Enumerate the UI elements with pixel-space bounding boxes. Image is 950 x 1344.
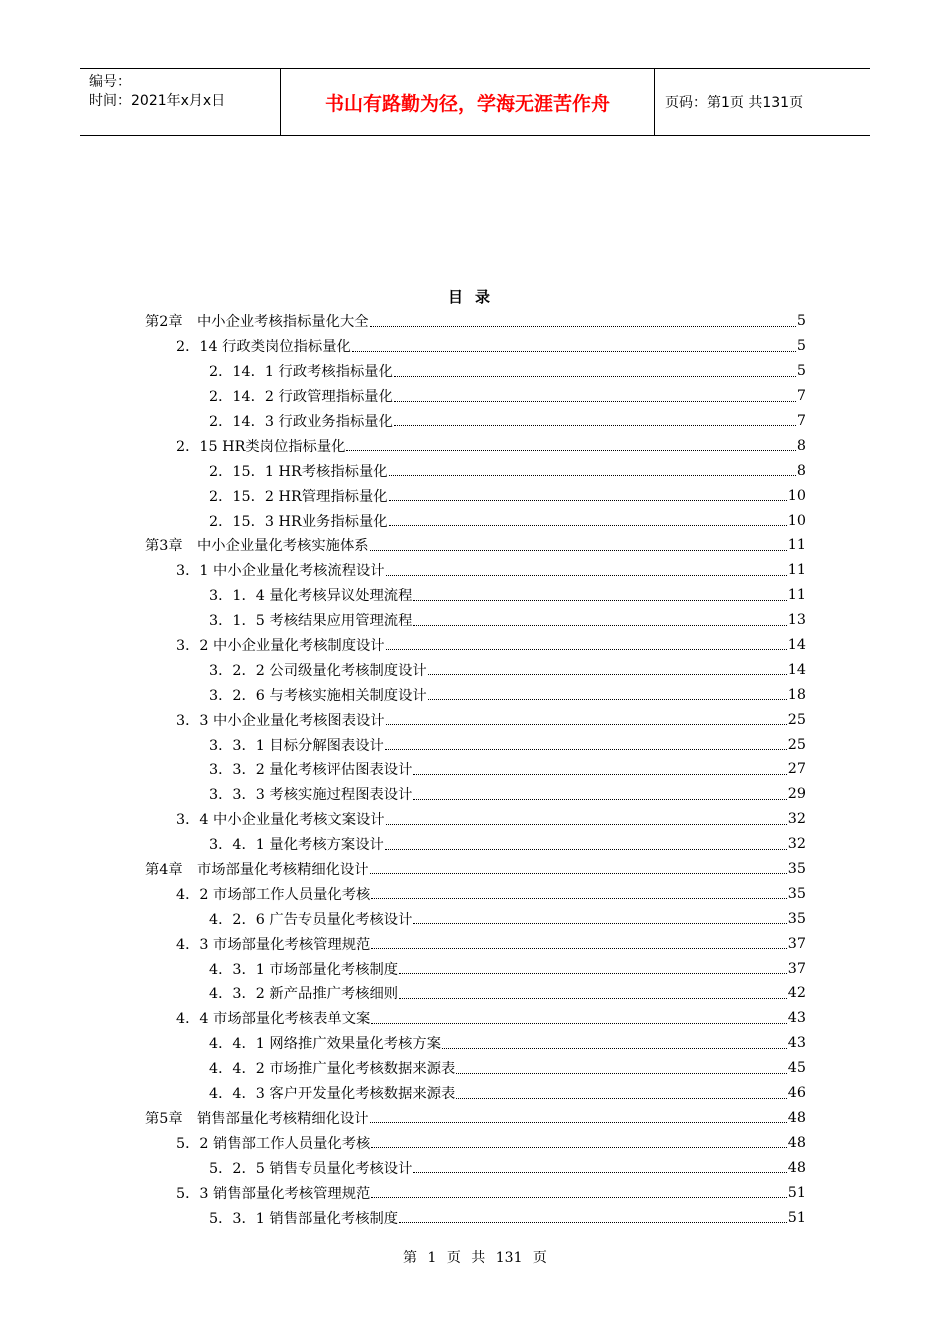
toc-dot-leader xyxy=(352,351,796,352)
toc-entry[interactable] xyxy=(0,1130,950,1155)
toc-entry-title: 2．15．1 HR考核指标量化 xyxy=(209,463,388,480)
toc-dot-leader xyxy=(456,1098,787,1099)
toc-dot-leader xyxy=(413,774,786,775)
toc-entry-title: 第3章 中小企业量化考核实施体系 xyxy=(145,538,369,555)
toc-entry[interactable] xyxy=(0,483,950,508)
header-motto: 书山有路勤为径，学海无涯苦作舟 xyxy=(281,69,655,135)
toc-dot-leader xyxy=(386,575,787,576)
toc-entry-page-number: 13 xyxy=(787,612,806,629)
toc-entry-page-number: 7 xyxy=(796,388,806,405)
toc-entry-page-number: 48 xyxy=(787,1134,806,1151)
toc-entry-title: 5．3 销售部量化考核管理规范 xyxy=(176,1185,371,1202)
toc-entry-page-number: 27 xyxy=(787,761,806,778)
toc-dot-leader xyxy=(428,699,787,700)
toc-dot-leader xyxy=(385,749,787,750)
toc-entry-title: 5．2．5 销售专员量化考核设计 xyxy=(209,1160,413,1177)
toc-dot-leader xyxy=(399,973,787,974)
toc-entry-page-number: 37 xyxy=(787,960,806,977)
toc-dot-leader xyxy=(389,500,787,501)
page-header xyxy=(80,68,870,136)
document-number-label: 编号： xyxy=(89,74,131,90)
toc-entry-page-number: 43 xyxy=(787,1010,806,1027)
toc-dot-leader xyxy=(370,326,796,327)
toc-entry-page-number: 32 xyxy=(787,836,806,853)
toc-entry[interactable] xyxy=(0,1031,950,1056)
toc-entry-title: 4．3．1 市场部量化考核制度 xyxy=(209,961,399,978)
toc-entry-page-number: 8 xyxy=(796,462,806,479)
toc-entry-title: 3．3．3 考核实施过程图表设计 xyxy=(209,787,413,804)
toc-entry[interactable] xyxy=(0,359,950,384)
toc-entry[interactable] xyxy=(0,1056,950,1081)
toc-dot-leader xyxy=(413,600,786,601)
toc-dot-leader xyxy=(386,724,787,725)
toc-dot-leader xyxy=(394,376,796,377)
toc-entry[interactable] xyxy=(0,583,950,608)
toc-entry[interactable] xyxy=(0,309,950,334)
toc-entry-title: 4．4 市场部量化考核表单文案 xyxy=(176,1011,371,1028)
toc-dot-leader xyxy=(399,1222,787,1223)
toc-entry[interactable] xyxy=(0,757,950,782)
toc-dot-leader xyxy=(371,1197,786,1198)
toc-entry-page-number: 42 xyxy=(787,985,806,1002)
toc-dot-leader xyxy=(413,799,786,800)
toc-dot-leader xyxy=(442,1048,787,1049)
toc-entry-title: 4．2 市场部工作人员量化考核 xyxy=(176,886,371,903)
toc-entry[interactable] xyxy=(0,981,950,1006)
toc-entry-title: 2．14 行政类岗位指标量化 xyxy=(176,339,351,356)
toc-entry-title: 第4章 市场部量化考核精细化设计 xyxy=(145,862,369,879)
toc-entry[interactable] xyxy=(0,682,950,707)
toc-entry-page-number: 48 xyxy=(787,1109,806,1126)
toc-entry-page-number: 35 xyxy=(787,885,806,902)
toc-entry[interactable] xyxy=(0,633,950,658)
toc-dot-leader xyxy=(346,450,795,451)
toc-entry[interactable] xyxy=(0,1205,950,1230)
toc-entry[interactable] xyxy=(0,1006,950,1031)
toc-dot-leader xyxy=(370,873,787,874)
toc-entry-title: 3．3 中小企业量化考核图表设计 xyxy=(176,712,385,729)
toc-entry-title: 4．3．2 新产品推广考核细则 xyxy=(209,986,399,1003)
toc-entry-title: 3．4．1 量化考核方案设计 xyxy=(209,837,384,854)
toc-entry-page-number: 46 xyxy=(787,1085,806,1102)
toc-entry[interactable] xyxy=(0,558,950,583)
toc-entry-title: 5．2 销售部工作人员量化考核 xyxy=(176,1135,371,1152)
toc-entry[interactable] xyxy=(0,931,950,956)
toc-entry-page-number: 29 xyxy=(787,786,806,803)
toc-entry-title: 3．1．5 考核结果应用管理流程 xyxy=(209,613,413,630)
toc-dot-leader xyxy=(370,1122,787,1123)
toc-entry-page-number: 48 xyxy=(787,1159,806,1176)
toc-entry[interactable] xyxy=(0,657,950,682)
toc-entry-title: 2．15．3 HR业务指标量化 xyxy=(209,513,388,530)
toc-entry[interactable] xyxy=(0,1106,950,1131)
toc-dot-leader xyxy=(413,625,786,626)
toc-entry-page-number: 10 xyxy=(787,512,806,529)
toc-entry-page-number: 11 xyxy=(787,562,806,579)
toc-entry-page-number: 5 xyxy=(796,313,806,330)
toc-dot-leader xyxy=(371,1023,786,1024)
toc-entry[interactable] xyxy=(0,881,950,906)
toc-entry-title: 3．2 中小企业量化考核制度设计 xyxy=(176,638,385,655)
toc-dot-leader xyxy=(371,1147,786,1148)
toc-entry[interactable] xyxy=(0,1180,950,1205)
toc-entry-page-number: 43 xyxy=(787,1035,806,1052)
toc-entry[interactable] xyxy=(0,832,950,857)
toc-entry[interactable] xyxy=(0,732,950,757)
toc-entry[interactable] xyxy=(0,1081,950,1106)
toc-dot-leader xyxy=(386,649,787,650)
toc-entry-page-number: 25 xyxy=(787,736,806,753)
toc-entry[interactable] xyxy=(0,608,950,633)
toc-entry-title: 2．15．2 HR管理指标量化 xyxy=(209,488,388,505)
toc-entry-page-number: 25 xyxy=(787,711,806,728)
toc-dot-leader xyxy=(413,1172,786,1173)
toc-entry[interactable] xyxy=(0,857,950,882)
toc-dot-leader xyxy=(394,425,796,426)
toc-entry[interactable] xyxy=(0,1155,950,1180)
toc-entry[interactable] xyxy=(0,458,950,483)
toc-entry-page-number: 11 xyxy=(787,537,806,554)
header-meta xyxy=(80,69,281,135)
toc-entry-title: 4．4．1 网络推广效果量化考核方案 xyxy=(209,1036,441,1053)
toc-entry-page-number: 51 xyxy=(787,1184,806,1201)
toc-title: 目录 xyxy=(447,288,502,306)
toc-dot-leader xyxy=(456,1073,787,1074)
toc-dot-leader xyxy=(371,898,786,899)
toc-entry-title: 4．4．3 客户开发量化考核数据来源表 xyxy=(209,1086,456,1103)
toc-entry-page-number: 18 xyxy=(787,686,806,703)
toc-entry-title: 第5章 销售部量化考核精细化设计 xyxy=(145,1110,369,1127)
toc-dot-leader xyxy=(389,525,787,526)
toc-entry[interactable] xyxy=(0,707,950,732)
toc-entry-title: 4．3 市场部量化考核管理规范 xyxy=(176,936,371,953)
toc-entry-page-number: 14 xyxy=(787,637,806,654)
toc-dot-leader xyxy=(399,998,787,999)
toc-entry-page-number: 37 xyxy=(787,935,806,952)
toc-entry-title: 4．4．2 市场推广量化考核数据来源表 xyxy=(209,1061,456,1078)
toc-dot-leader xyxy=(370,550,787,551)
toc-entry-page-number: 10 xyxy=(787,487,806,504)
header-page-info: 页码：第1页 共131页 xyxy=(665,95,804,111)
toc-entry-page-number: 14 xyxy=(787,661,806,678)
toc-entry[interactable] xyxy=(0,334,950,359)
toc-entry-title: 2．14．3 行政业务指标量化 xyxy=(209,414,393,430)
toc-entry[interactable] xyxy=(0,906,950,931)
toc-dot-leader xyxy=(386,824,787,825)
toc-entry-title: 3．4 中小企业量化考核文案设计 xyxy=(176,812,385,829)
toc-dot-leader xyxy=(428,674,787,675)
toc-entry-page-number: 51 xyxy=(787,1209,806,1226)
toc-entry-page-number: 35 xyxy=(787,910,806,927)
toc-entry[interactable] xyxy=(0,384,950,409)
toc-entry-page-number: 8 xyxy=(796,437,806,454)
document-time-label: 时间：2021年x月x日 xyxy=(89,93,226,109)
toc-entry-title: 3．3．2 量化考核评估图表设计 xyxy=(209,762,413,779)
toc-entry-title: 5．3．1 销售部量化考核制度 xyxy=(209,1210,399,1227)
toc-entry-title: 3．2．2 公司级量化考核制度设计 xyxy=(209,662,427,679)
toc-entry-page-number: 7 xyxy=(796,413,806,429)
toc-entry[interactable] xyxy=(0,782,950,807)
toc-entry[interactable] xyxy=(0,956,950,981)
toc-entry-title: 2．14．2 行政管理指标量化 xyxy=(209,389,393,406)
toc-dot-leader xyxy=(413,923,786,924)
toc-entry-title: 4．2．6 广告专员量化考核设计 xyxy=(209,911,413,928)
toc-entry-title: 3．1 中小企业量化考核流程设计 xyxy=(176,563,385,580)
toc-entry-title: 第2章 中小企业考核指标量化大全 xyxy=(145,314,369,331)
toc-entry[interactable] xyxy=(0,533,950,558)
toc-dot-leader xyxy=(371,948,786,949)
toc-entry-title: 3．2．6 与考核实施相关制度设计 xyxy=(209,687,427,704)
toc-entry-page-number: 5 xyxy=(796,363,806,380)
toc-entry-title: 3．3．1 目标分解图表设计 xyxy=(209,737,384,754)
table-of-contents xyxy=(0,309,950,1230)
toc-entry-page-number: 5 xyxy=(796,338,806,355)
toc-entry-title: 3．1．4 量化考核异议处理流程 xyxy=(209,588,413,605)
toc-entry[interactable] xyxy=(0,433,950,458)
toc-dot-leader xyxy=(385,849,787,850)
page-footer: 第 1 页 共 131 页 xyxy=(403,1250,547,1266)
toc-entry[interactable] xyxy=(0,508,950,533)
toc-entry[interactable] xyxy=(0,409,950,434)
toc-entry-page-number: 35 xyxy=(787,861,806,878)
toc-entry-title: 2．14．1 行政考核指标量化 xyxy=(209,364,393,381)
toc-entry-page-number: 45 xyxy=(787,1060,806,1077)
toc-entry-page-number: 32 xyxy=(787,811,806,828)
toc-dot-leader xyxy=(389,475,796,476)
toc-entry[interactable] xyxy=(0,807,950,832)
toc-entry-page-number: 11 xyxy=(787,587,806,604)
toc-dot-leader xyxy=(394,401,796,402)
toc-entry-title: 2．15 HR类岗位指标量化 xyxy=(176,438,346,455)
